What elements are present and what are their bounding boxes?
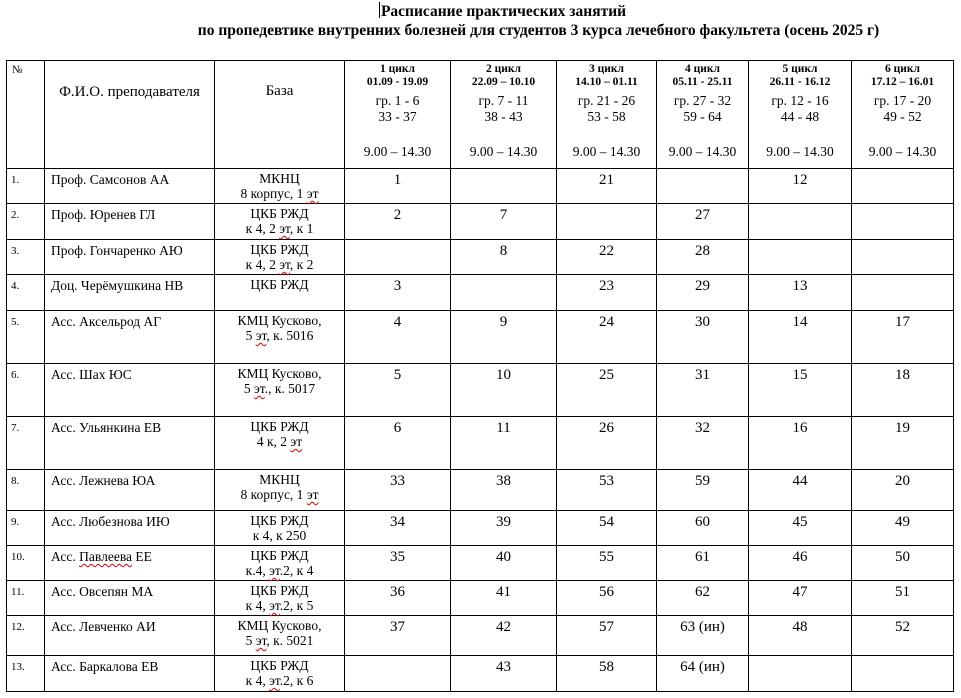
group-cell: 40: [451, 546, 557, 581]
base-line2: к 4, 2 эт, к 2: [245, 257, 314, 272]
document-title: Расписание практических занятий: [380, 3, 627, 20]
cycle-name: 3 цикл: [589, 63, 624, 75]
base-line1: ЦКБ РЖД: [250, 658, 309, 673]
base-line2: к 4, 2 эт, к 1: [245, 221, 314, 236]
base-location: [215, 656, 345, 692]
base-line1: ЦКБ РЖД: [250, 242, 309, 257]
group-cell: 5: [345, 364, 451, 417]
spellcheck-mark: эт: [269, 563, 280, 578]
group-cell: 4: [345, 311, 451, 364]
group-cell: 11: [451, 417, 557, 470]
group-cell: [345, 656, 451, 692]
spellcheck-mark: эт: [269, 673, 280, 688]
base-line2: 5 эт, к. 5021: [245, 633, 314, 648]
group-cell: [557, 204, 657, 240]
group-cell: 21: [557, 169, 657, 204]
group-cell: 50: [852, 546, 954, 581]
cycle-name: 5 цикл: [782, 63, 818, 75]
base-line1: КМЦ Кусково,: [237, 366, 322, 381]
teacher-name: Асс. Левченко АИ: [45, 616, 215, 656]
group-cell: 52: [852, 616, 954, 656]
spellcheck-mark: эт: [279, 221, 290, 236]
base-line2: к.4, эт.2, к 4: [245, 563, 314, 578]
group-cell: 10: [451, 364, 557, 417]
base-line2: 8 корпус, 1 эт: [240, 487, 319, 502]
table-body: [7, 169, 954, 692]
table-row: [7, 169, 954, 204]
group-cell: [451, 275, 557, 311]
text-cursor: [379, 2, 380, 18]
teacher-name: Проф. Гончаренко АЮ: [45, 240, 215, 275]
table-row: [7, 581, 954, 616]
cycle-time: 9.00 – 14.30: [469, 144, 538, 159]
base-line1: ЦКБ РЖД: [250, 513, 309, 528]
header-cycle: [657, 61, 749, 169]
base-line2: 8 корпус, 1 эт: [240, 186, 319, 201]
group-cell: [451, 169, 557, 204]
cycle-dates: 14.10 – 01.11: [575, 76, 638, 88]
group-cell: [749, 656, 852, 692]
cycle-title: [852, 61, 953, 89]
cycle-groups-line2: 53 - 58: [587, 109, 626, 124]
table-header-row: [7, 61, 954, 169]
group-cell: 54: [557, 511, 657, 546]
group-cell: 16: [749, 417, 852, 470]
row-number: 12.: [7, 616, 45, 656]
cycle-time: 9.00 – 14.30: [363, 144, 432, 159]
group-cell: 27: [657, 204, 749, 240]
group-cell: 53: [557, 470, 657, 511]
group-cell: 51: [852, 581, 954, 616]
row-number: 5.: [7, 311, 45, 364]
group-cell: 61: [657, 546, 749, 581]
group-cell: 57: [557, 616, 657, 656]
group-cell: 6: [345, 417, 451, 470]
group-cell: 59: [657, 470, 749, 511]
spellcheck-mark: эт: [255, 633, 267, 648]
teacher-name: Доц. Черёмушкина НВ: [45, 275, 215, 311]
teacher-name: Проф. Юренев ГЛ: [45, 204, 215, 240]
base-line2: к 4, к 250: [252, 528, 307, 543]
base-location: [215, 616, 345, 656]
cycle-groups-line1: гр. 27 - 32: [673, 93, 732, 108]
cycle-groups-line1: гр. 21 - 26: [577, 93, 636, 108]
base-location: [215, 169, 345, 204]
group-cell: 63 (ин): [657, 616, 749, 656]
row-number: 3.: [7, 240, 45, 275]
spellcheck-mark: Павлеева: [79, 549, 133, 564]
cycle-title: [749, 61, 851, 89]
teacher-name: Проф. Самсонов АА: [45, 169, 215, 204]
table-row: [7, 275, 954, 311]
row-number: 2.: [7, 204, 45, 240]
base-line1: КМЦ Кусково,: [237, 313, 322, 328]
cycle-groups-line1: гр. 12 - 16: [771, 93, 829, 108]
header-cycle: [557, 61, 657, 169]
teacher-name: Асс. Шах ЮС: [45, 364, 215, 417]
header-cycle: [749, 61, 852, 169]
spellcheck-mark: эт: [254, 381, 265, 396]
table-row: [7, 311, 954, 364]
header-cycle: [451, 61, 557, 169]
group-cell: 24: [557, 311, 657, 364]
base-line1: ЦКБ РЖД: [250, 548, 309, 563]
base-line2: 5 эт., к. 5017: [243, 381, 316, 396]
spellcheck-mark: эт: [269, 598, 280, 613]
cycle-title: [557, 61, 656, 89]
group-cell: 9: [451, 311, 557, 364]
base-line1: МКНЦ: [259, 472, 300, 487]
cycle-title: [657, 61, 748, 89]
cycle-groups: [657, 93, 748, 125]
base-line1: ЦКБ РЖД: [250, 277, 309, 292]
row-number: 4.: [7, 275, 45, 311]
spellcheck-mark: эт: [290, 434, 303, 449]
row-number: 1.: [7, 169, 45, 204]
table-row: [7, 470, 954, 511]
row-number: 10.: [7, 546, 45, 581]
teacher-name: Асс. Аксельрод АГ: [45, 311, 215, 364]
group-cell: [852, 204, 954, 240]
base-location: [215, 240, 345, 275]
cycle-groups-line1: гр. 1 - 6: [375, 93, 420, 108]
group-cell: 7: [451, 204, 557, 240]
base-line2: к 4, эт.2, к 5: [245, 598, 314, 613]
group-cell: 8: [451, 240, 557, 275]
group-cell: 37: [345, 616, 451, 656]
group-cell: 1: [345, 169, 451, 204]
base-location: [215, 511, 345, 546]
group-cell: 19: [852, 417, 954, 470]
cycle-name: 2 цикл: [486, 63, 521, 75]
spellcheck-mark: эт: [279, 257, 290, 272]
group-cell: 13: [749, 275, 852, 311]
cycle-time: 9.00 – 14.30: [572, 144, 641, 159]
base-location: [215, 275, 345, 311]
cycle-groups-line2: 38 - 43: [484, 109, 523, 124]
row-number: 13.: [7, 656, 45, 692]
group-cell: [852, 240, 954, 275]
group-cell: 23: [557, 275, 657, 311]
group-cell: 60: [657, 511, 749, 546]
group-cell: 36: [345, 581, 451, 616]
header-number: №: [7, 61, 45, 169]
cycle-groups: [451, 93, 556, 125]
table-row: [7, 656, 954, 692]
base-line1: ЦКБ РЖД: [250, 583, 309, 598]
teacher-name: Асс. Лежнева ЮА: [45, 470, 215, 511]
cycle-dates: 05.11 - 25.11: [672, 76, 733, 88]
group-cell: 41: [451, 581, 557, 616]
group-cell: 39: [451, 511, 557, 546]
schedule-table: [6, 60, 954, 692]
group-cell: 58: [557, 656, 657, 692]
group-cell: [657, 169, 749, 204]
table-row: [7, 616, 954, 656]
group-cell: 17: [852, 311, 954, 364]
group-cell: 15: [749, 364, 852, 417]
group-cell: 47: [749, 581, 852, 616]
base-line1: МКНЦ: [259, 171, 300, 186]
group-cell: 42: [451, 616, 557, 656]
base-location: [215, 311, 345, 364]
header-base: База: [215, 61, 345, 169]
table-row: [7, 511, 954, 546]
group-cell: 45: [749, 511, 852, 546]
table-row: [7, 417, 954, 470]
group-cell: 3: [345, 275, 451, 311]
teacher-name: Асс. Овсепян МА: [45, 581, 215, 616]
cycle-time: 9.00 – 14.30: [766, 144, 834, 159]
spellcheck-mark: эт: [306, 186, 319, 201]
teacher-name: Асс. Павлеева ЕЕ: [45, 546, 215, 581]
group-cell: 49: [852, 511, 954, 546]
cycle-dates: 17.12 – 16.01: [870, 76, 935, 88]
group-cell: [749, 204, 852, 240]
group-cell: 20: [852, 470, 954, 511]
base-line2: к 4, эт.2, к 6: [245, 673, 314, 688]
row-number: 6.: [7, 364, 45, 417]
cycle-title: [345, 61, 450, 89]
base-location: [215, 470, 345, 511]
teacher-name: Асс. Ульянкина ЕВ: [45, 417, 215, 470]
base-line1: ЦКБ РЖД: [250, 206, 309, 221]
cycle-groups: [557, 93, 656, 125]
header-cycle: [852, 61, 954, 169]
group-cell: 38: [451, 470, 557, 511]
row-number: 8.: [7, 470, 45, 511]
table-row: [7, 204, 954, 240]
group-cell: 25: [557, 364, 657, 417]
teacher-name: Асс. Любезнова ИЮ: [45, 511, 215, 546]
base-line1: ЦКБ РЖД: [250, 419, 309, 434]
row-number: 9.: [7, 511, 45, 546]
cycle-groups-line2: 33 - 37: [378, 109, 417, 124]
group-cell: 29: [657, 275, 749, 311]
group-cell: 56: [557, 581, 657, 616]
header-fio: Ф.И.О. преподавателя: [45, 61, 215, 169]
group-cell: 34: [345, 511, 451, 546]
cycle-dates: 22.09 – 10.10: [471, 76, 536, 88]
group-cell: [852, 275, 954, 311]
base-line2: 5 эт, к. 5016: [245, 328, 314, 343]
group-cell: 62: [657, 581, 749, 616]
group-cell: 35: [345, 546, 451, 581]
group-cell: [852, 656, 954, 692]
group-cell: 55: [557, 546, 657, 581]
spellcheck-mark: эт: [255, 328, 267, 343]
row-number: 11.: [7, 581, 45, 616]
cycle-dates: 01.09 - 19.09: [366, 76, 429, 88]
teacher-name: Асс. Баркалова ЕВ: [45, 656, 215, 692]
cycle-groups-line2: 59 - 64: [683, 109, 722, 124]
cycle-groups-line2: 44 - 48: [780, 109, 820, 124]
document-subtitle: по пропедевтике внутренних болезней для студентов 3 курса лечебного факультета (осень 2025 г): [197, 22, 880, 39]
group-cell: 31: [657, 364, 749, 417]
header-cycle: [345, 61, 451, 169]
cycle-groups: [852, 93, 953, 125]
table-row: [7, 546, 954, 581]
base-line1: КМЦ Кусково,: [237, 618, 322, 633]
table-row: [7, 364, 954, 417]
cycle-title: [451, 61, 556, 89]
group-cell: [345, 240, 451, 275]
group-cell: 32: [657, 417, 749, 470]
group-cell: [749, 240, 852, 275]
cycle-name: 1 цикл: [380, 63, 415, 75]
group-cell: 30: [657, 311, 749, 364]
group-cell: 18: [852, 364, 954, 417]
group-cell: 28: [657, 240, 749, 275]
group-cell: 64 (ин): [657, 656, 749, 692]
cycle-groups-line1: гр. 17 - 20: [873, 93, 932, 108]
group-cell: 22: [557, 240, 657, 275]
cycle-name: 6 цикл: [885, 63, 920, 75]
base-location: [215, 546, 345, 581]
spellcheck-mark: эт: [306, 487, 319, 502]
group-cell: [852, 169, 954, 204]
base-line2: 4 к, 2 эт: [256, 434, 303, 449]
group-cell: 43: [451, 656, 557, 692]
group-cell: 46: [749, 546, 852, 581]
cycle-dates: 26.11 - 16.12: [769, 76, 831, 88]
base-location: [215, 364, 345, 417]
group-cell: 2: [345, 204, 451, 240]
group-cell: 33: [345, 470, 451, 511]
base-location: [215, 204, 345, 240]
cycle-name: 4 цикл: [685, 63, 720, 75]
group-cell: 48: [749, 616, 852, 656]
group-cell: 44: [749, 470, 852, 511]
cycle-time: 9.00 – 14.30: [868, 144, 937, 159]
row-number: 7.: [7, 417, 45, 470]
cycle-groups: [749, 93, 851, 125]
group-cell: 12: [749, 169, 852, 204]
group-cell: 26: [557, 417, 657, 470]
cycle-groups: [345, 93, 450, 125]
base-location: [215, 581, 345, 616]
table-row: [7, 240, 954, 275]
group-cell: 14: [749, 311, 852, 364]
cycle-groups-line1: гр. 7 - 11: [478, 93, 529, 108]
cycle-time: 9.00 – 14.30: [668, 144, 737, 159]
base-location: [215, 417, 345, 470]
cycle-groups-line2: 49 - 52: [883, 109, 922, 124]
